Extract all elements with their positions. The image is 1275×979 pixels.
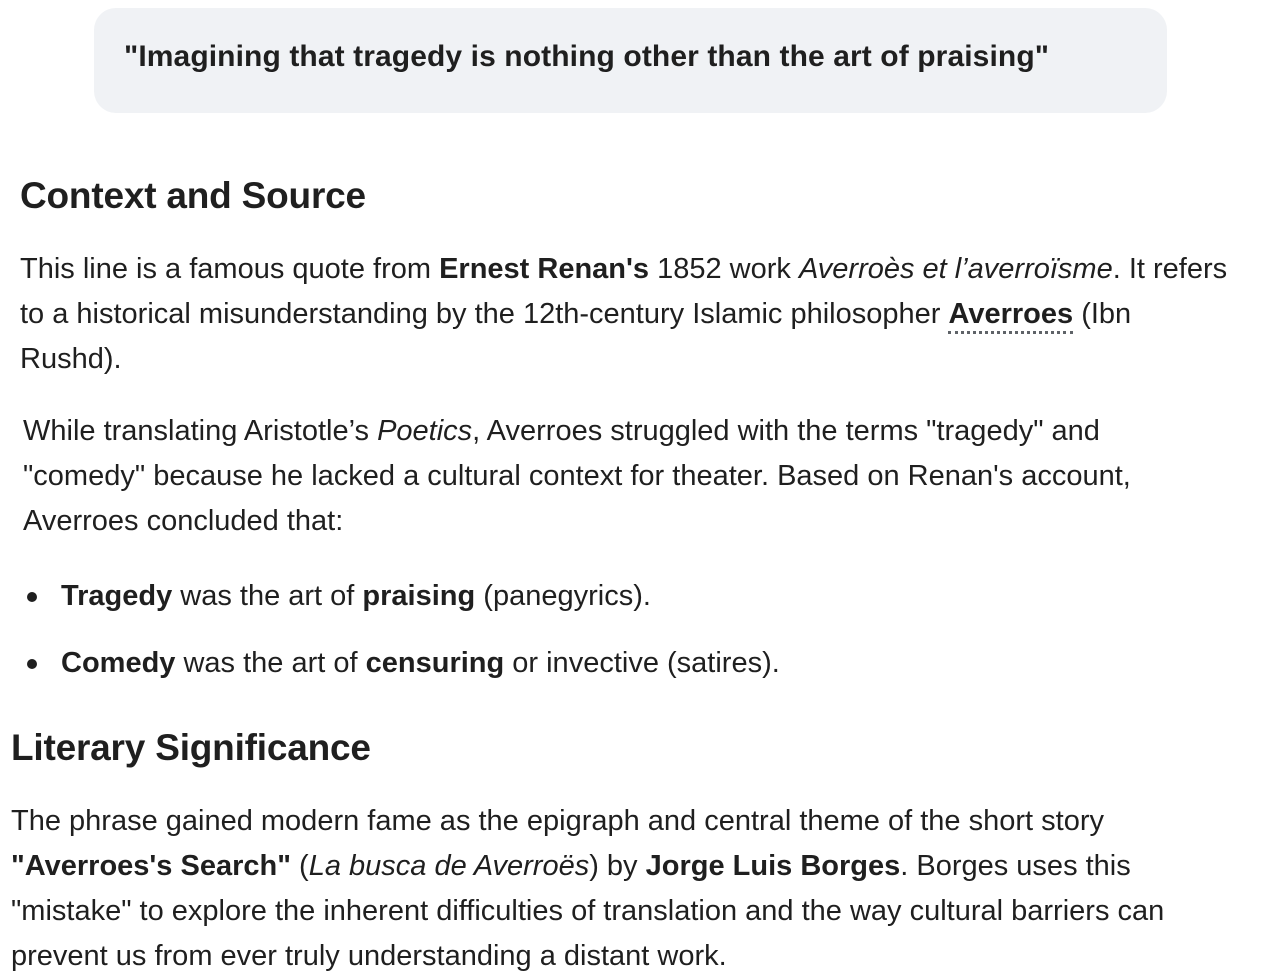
heading-context-and-source: Context and Source bbox=[20, 175, 366, 216]
text-span: While translating Aristotle’s bbox=[23, 415, 378, 447]
text-span: (Ibn Rushd). bbox=[20, 298, 1132, 375]
text-span: This line is a famous quote from bbox=[20, 253, 440, 285]
bold-term: Tragedy bbox=[61, 580, 173, 612]
italic-spanish-title: La busca de Averroës bbox=[308, 850, 590, 882]
user-query-bubble bbox=[94, 8, 1167, 113]
bullet-dot-icon bbox=[27, 592, 37, 602]
bold-term: Comedy bbox=[61, 647, 176, 679]
literary-paragraph-1 bbox=[11, 799, 1211, 979]
text-span: or invective (satires). bbox=[504, 647, 780, 679]
user-query-text: "Imagining that tragedy is nothing other than the art of praising" bbox=[124, 40, 1050, 73]
context-paragraph-2 bbox=[23, 409, 1223, 544]
text-span: was the art of bbox=[175, 647, 366, 679]
text-span: (panegyrics). bbox=[475, 580, 651, 612]
text-span: ) by bbox=[589, 850, 646, 882]
bullet-dot-icon bbox=[27, 659, 37, 669]
italic-poetics: Poetics bbox=[377, 415, 473, 447]
bullet-item-tragedy bbox=[61, 574, 651, 619]
text-span: ( bbox=[290, 850, 309, 882]
italic-work-title: Averroès et l’averroïsme bbox=[798, 253, 1113, 285]
text-span: 1852 work bbox=[649, 253, 799, 285]
averroes-term-link[interactable]: Averroes bbox=[948, 298, 1073, 334]
context-paragraph-1 bbox=[20, 247, 1240, 382]
text-span: was the art of bbox=[172, 580, 363, 612]
text-span: . It refers to a historical misunderstanding by the 12th-century Islamic philosopher bbox=[20, 253, 1228, 330]
text-span: , Averroes struggled with the terms "tragedy" and "comedy" because he lacked a cultural context for theater. Based on Renan's account, Averroes concluded that: bbox=[23, 415, 1131, 537]
bold-term: censuring bbox=[365, 647, 505, 679]
text-span: The phrase gained modern fame as the epigraph and central theme of the short story bbox=[11, 805, 1104, 837]
bold-term: praising bbox=[362, 580, 476, 612]
text-span: . Borges uses this "mistake" to explore the inherent difficulties of translation and the way cultural barriers can prevent us from ever truly understanding a distant work. bbox=[11, 850, 1165, 972]
bold-author: Jorge Luis Borges bbox=[645, 850, 901, 882]
bullet-item-comedy bbox=[61, 641, 780, 686]
heading-literary-significance: Literary Significance bbox=[11, 727, 371, 768]
bold-story-title: "Averroes's Search" bbox=[11, 850, 291, 882]
bold-renan: Ernest Renan's bbox=[439, 253, 650, 285]
